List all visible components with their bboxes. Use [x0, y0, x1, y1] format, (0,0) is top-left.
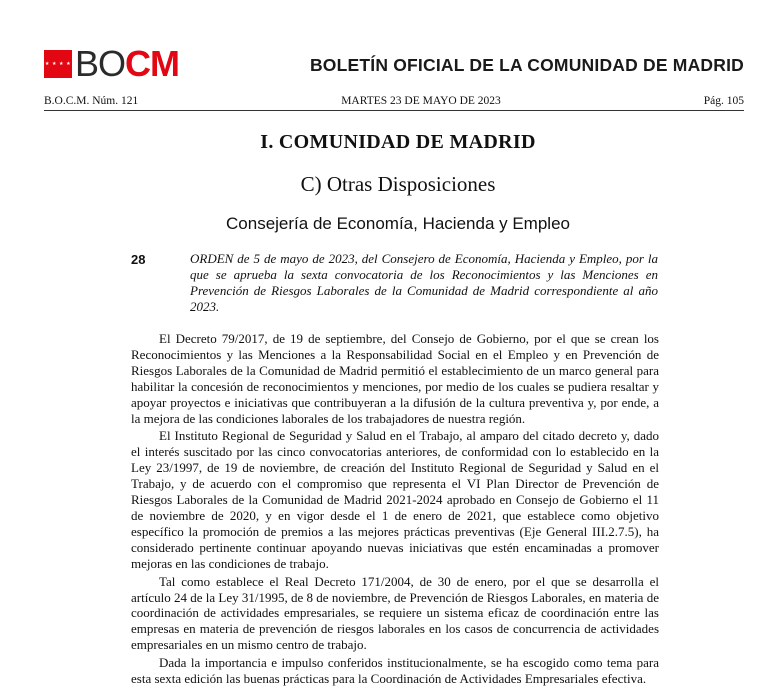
paragraph: El Decreto 79/2017, de 19 de septiembre, del Consejo de Gobierno, por el que se crean los Reconocimientos y las Menciones a la Responsabilidad Social en el Empleo y en Prevención de Riesgos Laborales de la Comunidad de Madrid permitió el establecimiento de un marco general para habilitar la concesión de reconocimientos y menciones, por medio de los cuales se pudiera resaltar y apoyar proyectos e iniciativas que contribuyeran a la difusión de la cultura preventiva y, por ende, a la mejora de las condiciones laborales de los trabajadores de nuestra región. — [131, 331, 659, 426]
bulletin-title: BOLETÍN OFICIAL DE LA COMUNIDAD DE MADRID — [309, 55, 744, 75]
paragraph: Tal como establece el Real Decreto 171/2004, de 30 de enero, por el que se desarrolla el artículo 24 de la Ley 31/1995, de 8 de noviembre, de Prevención de Riesgos Laborales, en materia de coordinación de actividades empresariales, se requiere un sistema eficaz de coordinación entre las empresas en materia de prevención de riesgos laborales en los casos de concurrencia de actividades empresariales en un mismo centro de trabajo. — [131, 573, 659, 653]
issue-number: B.O.C.M. Núm. 121 — [44, 95, 139, 107]
order-summary: ORDEN de 5 de mayo de 2023, del Consejero de Economía, Hacienda y Empleo, por la que se aprueba la sexta convocatoria de los Reconocimientos y las Menciones en Prevención de Riesgos Laborales de la Comunidad de Madrid correspondiente al año 2023. — [190, 251, 658, 314]
madrid-stars-icon: ★ ★ ★ ★ — [44, 50, 72, 78]
document-body — [131, 331, 659, 689]
issue-meta-line — [44, 95, 744, 111]
logo-cm: CM — [125, 43, 180, 84]
issue-date: MARTES 23 DE MAYO DE 2023 — [341, 95, 501, 107]
logo-bo: BO — [75, 43, 126, 84]
page-number: Pág. 105 — [703, 95, 744, 107]
paragraph: Dada la importancia e impulso conferidos institucionalmente, se ha escogido como tema para esta sexta edición las buenas prácticas para la Coordinación de Actividades Empresariales efectiva. — [131, 655, 659, 687]
logo-wordmark — [75, 43, 180, 84]
paragraph: El Instituto Regional de Seguridad y Salud en el Trabajo, al amparo del citado decreto y, dado el interés suscitado por las cinco convocatorias anteriores, de conformidad con lo establecido en la Ley 23/1997, de 19 de noviembre, de creación del Instituto Regional de Seguridad y Salud en el Trabajo, y de acuerdo con el compromiso que representa el VI Plan Director de Prevención de Riesgos Laborales de la Comunidad de Madrid 2021-2024 aprobado en Consejo de Gobierno el 11 de noviembre de 2020, y en vigor desde el 1 de enero de 2021, que establece como objetivo específico la promoción de premios a las mejores prácticas preventivas (Eje General III.2.7.5), ha considerado pertinente continuar apoyando nuevas iniciativas que estén encaminadas a promover mejoras en las condiciones de trabajo. — [131, 428, 659, 571]
section-heading-2: C) Otras Disposiciones — [300, 172, 496, 196]
order-number: 28 — [131, 252, 146, 267]
section-heading-3: Consejería de Economía, Hacienda y Empleo — [226, 214, 570, 233]
bocm-logo — [44, 43, 180, 84]
section-heading-1: I. COMUNIDAD DE MADRID — [260, 131, 536, 153]
